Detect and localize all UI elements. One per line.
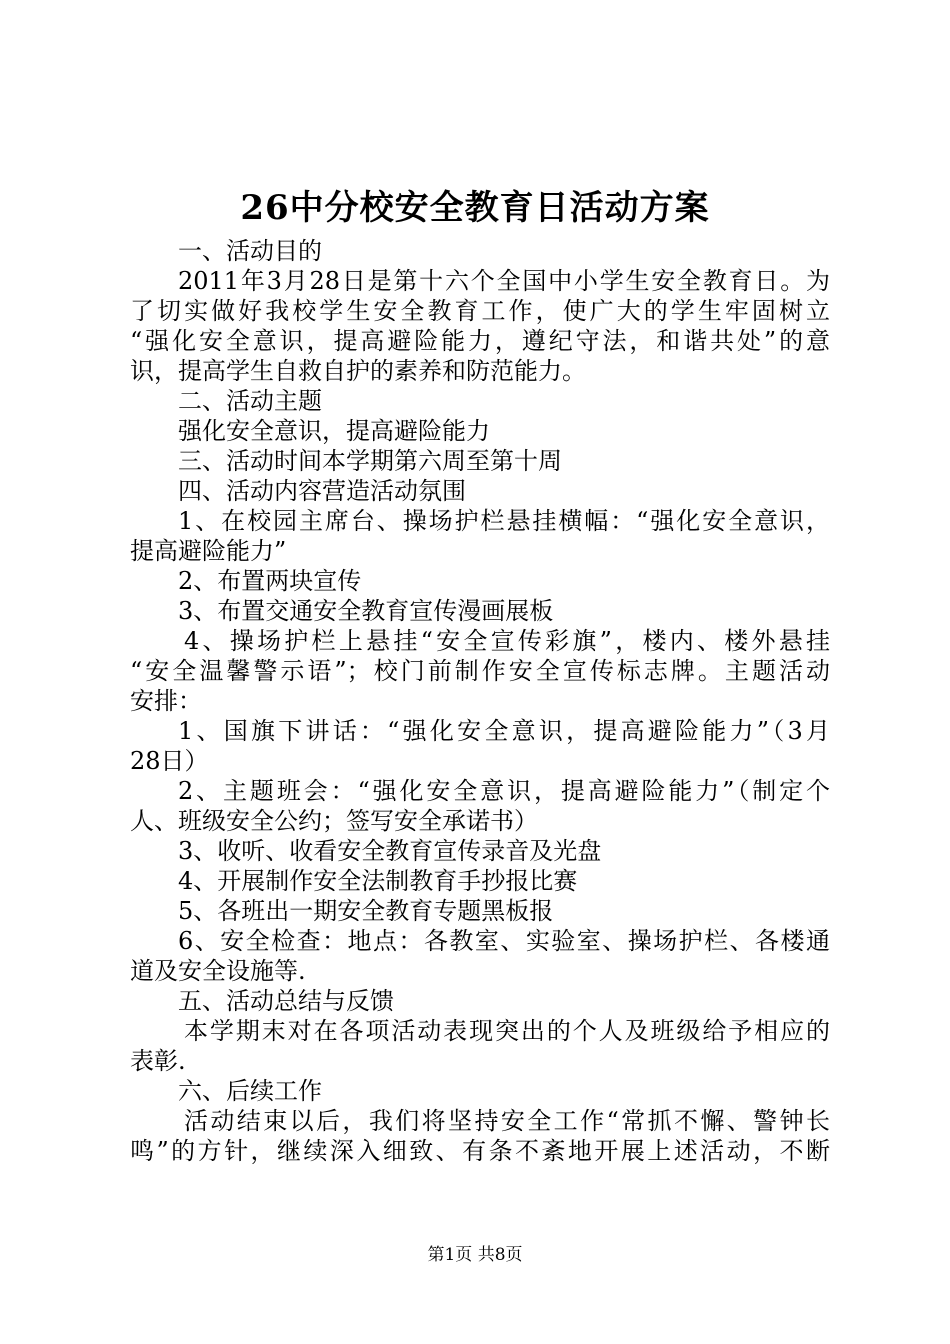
list-item-line: 人、班级安全公约；签写安全承诺书） (130, 807, 538, 835)
list-item-line: 提高避险能力” (130, 537, 287, 565)
section-heading: 四、活动内容营造活动氛围 (178, 477, 466, 505)
paragraph-line: 强化安全意识，提高避险能力 (178, 417, 490, 445)
paragraph-line: 2011年3月28日是第十六个全国中小学生安全教育日。为 (178, 267, 830, 295)
paragraph-line: 了切实做好我校学生安全教育工作，使广大的学生牢固树立 (130, 297, 830, 325)
section-heading: 一、活动目的 (178, 237, 322, 265)
paragraph-line: 活动结束以后，我们将坚持安全工作“常抓不懈、警钟长 (184, 1107, 830, 1135)
list-item-line: 3、布置交通安全教育宣传漫画展板 (178, 597, 554, 625)
list-item-line: 道及安全设施等. (130, 957, 306, 985)
list-item-line: 4、操场护栏上悬挂“安全宣传彩旗”，楼内、楼外悬挂 (184, 627, 830, 655)
section-heading: 三、活动时间本学期第六周至第十周 (178, 447, 562, 475)
list-item-line: “安全温馨警示语”；校门前制作安全宣传标志牌。主题活动 (130, 657, 830, 685)
document-body (130, 236, 830, 1166)
section-heading: 二、活动主题 (178, 387, 322, 415)
section-heading: 六、后续工作 (178, 1077, 322, 1105)
list-item-line: 4、开展制作安全法制教育手抄报比赛 (178, 867, 578, 895)
paragraph-line: 本学期末对在各项活动表现突出的个人及班级给予相应的 (184, 1017, 830, 1045)
list-item-line: 2、主题班会：“强化安全意识，提高避险能力”（制定个 (178, 777, 830, 805)
list-item-line: 5、各班出一期安全教育专题黑板报 (178, 897, 554, 925)
list-item-line: 2、布置两块宣传 (178, 567, 362, 595)
list-item-line: 28日） (130, 747, 209, 775)
list-item-line: 3、收听、收看安全教育宣传录音及光盘 (178, 837, 602, 865)
list-item-line: 安排： (130, 687, 202, 715)
list-item-line: 6、安全检查：地点：各教室、实验室、操场护栏、各楼通 (178, 927, 830, 955)
paragraph-line: 表彰. (130, 1047, 186, 1075)
page-number-footer: 第1页 共8页 (427, 1245, 523, 1265)
paragraph-line: 识，提高学生自救自护的素养和防范能力。 (130, 357, 586, 385)
section-heading: 五、活动总结与反馈 (178, 987, 394, 1015)
list-item-line: 1、国旗下讲话：“强化安全意识，提高避险能力”（3月 (178, 717, 830, 745)
document-title: 26中分校安全教育日活动方案 (240, 188, 710, 228)
paragraph-line: “强化安全意识，提高避险能力，遵纪守法，和谐共处”的意 (130, 327, 830, 355)
list-item-line: 1、在校园主席台、操场护栏悬挂横幅：“强化安全意识， (178, 507, 830, 535)
paragraph-line: 鸣”的方针，继续深入细致、有条不紊地开展上述活动，不断 (130, 1137, 830, 1165)
